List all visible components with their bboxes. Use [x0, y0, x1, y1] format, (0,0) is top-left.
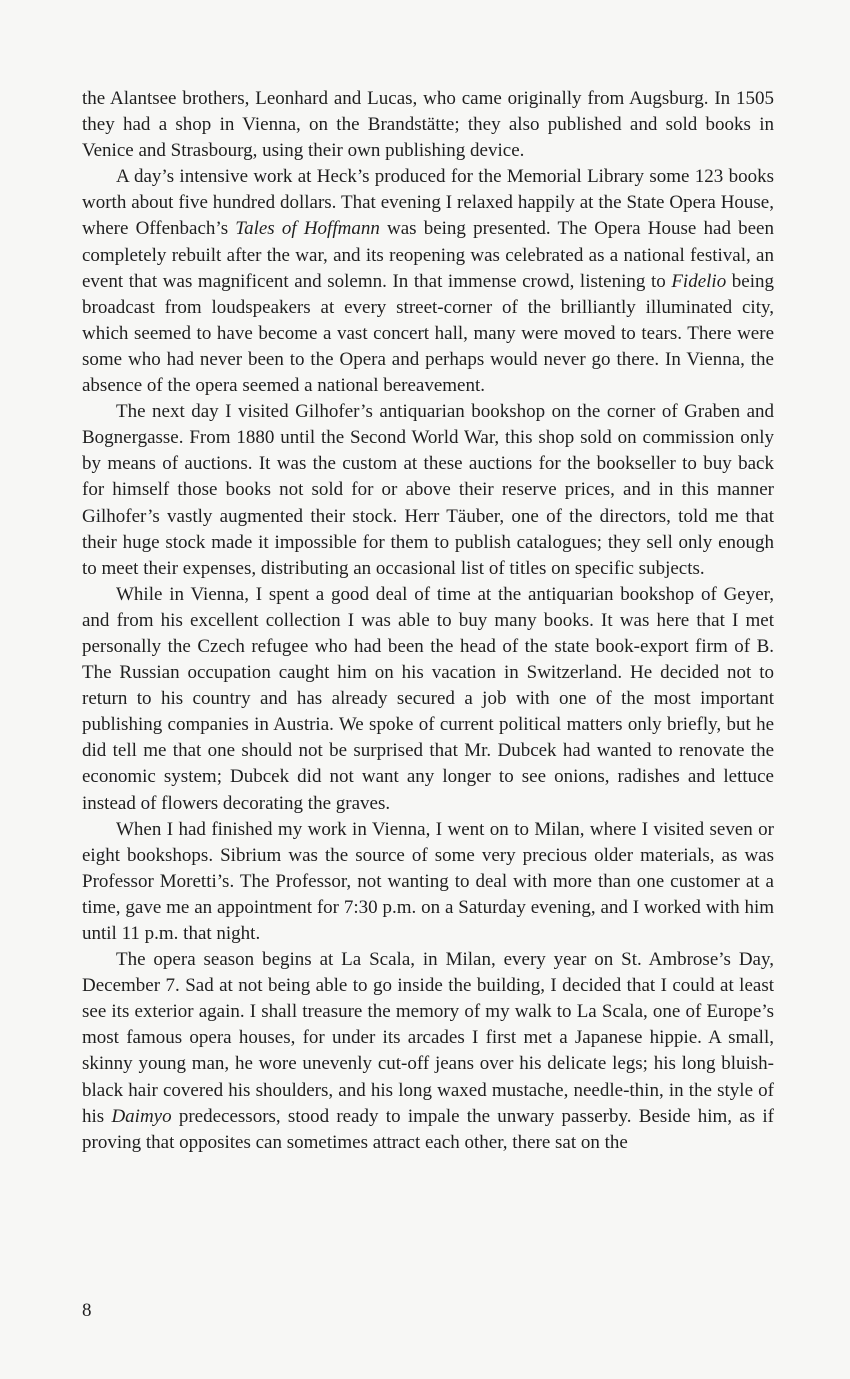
- paragraph-5: [82, 817, 774, 947]
- text-segment: The next day I visited Gilhofer’s antiquarian bookshop on the corner of Graben and Bognergasse. From 1880 until the Second World War, this shop sold on commission only by means of auctions. It was the custom at these auctions for the bookseller to buy back for himself those books not sold for or above their reserve prices, and in this manner Gilhofer’s vastly augmented their stock. Herr Täuber, one of the directors, told me that their huge stock made it impossible for them to publish catalogues; they sell only enough to meet their expenses, distributing an occasional list of titles on specific subjects.: [82, 401, 774, 579]
- text-segment: predecessors, stood ready to impale the unwary passerby. Beside him, as if proving that opposites can sometimes attract each other, there sat on the: [82, 1105, 774, 1153]
- paragraph-6: [82, 947, 774, 1156]
- paragraph-3: [82, 399, 774, 582]
- text-segment: The opera season begins at La Scala, in Milan, every year on St. Ambrose’s Day, December 7. Sad at not being able to go inside the building, I decided that I could at least see its exterior again. I shall treasure the memory of my walk to La Scala, one of Europe’s most famous opera houses, for under its arcades I first met a Japanese hippie. A small, skinny young man, he wore unevenly cut-off jeans over his delicate legs; his long bluish-black hair covered his shoulders, and his long waxed mustache, needle-thin, in the style of his: [82, 949, 774, 1127]
- italic-term: Daimyo: [111, 1105, 172, 1127]
- italic-title: Fidelio: [671, 270, 727, 292]
- paragraph-2: [82, 164, 774, 399]
- paragraph-4: [82, 582, 774, 817]
- text-segment: was being presented. The Opera House had been completely rebuilt after the war, and its reopening was celebrated as a national festival, an event that was magnificent and solemn. In that immense crowd, listening to: [82, 218, 774, 292]
- body-text: [82, 86, 774, 1156]
- paragraph-1: [82, 86, 774, 164]
- text-segment: the Alantsee brothers, Leonhard and Lucas, who came originally from Augsburg. In 1505 they had a shop in Vienna, on the Brandstätte; they also published and sold books in Venice and Strasbourg, using their own publishing device.: [82, 88, 774, 162]
- text-segment: While in Vienna, I spent a good deal of time at the antiquarian bookshop of Geyer, and from his excellent collection I was able to buy many books. It was here that I met personally the Czech refugee who had been the head of the state book-export firm of B. The Russian occupation caught him on his vacation in Switzerland. He decided not to return to his country and has already secured a job with one of the most important publishing companies in Austria. We spoke of current political matters only briefly, but he did tell me that one should not be surprised that Mr. Dubcek had wanted to renovate the economic system; Dubcek did not want any longer to see onions, radishes and lettuce instead of flowers decorating the graves.: [82, 583, 774, 814]
- page-number: 8: [82, 1300, 92, 1321]
- text-segment: being broadcast from loudspeakers at every street-corner of the brilliantly illuminated city, which seemed to have become a vast concert hall, many were moved to tears. There were some who had never been to the Opera and perhaps would never go there. In Vienna, the absence of the opera seemed a national bereavement.: [82, 270, 774, 397]
- text-segment: A day’s intensive work at Heck’s produced for the Memorial Library some 123 books worth about five hundred dollars. That evening I relaxed happily at the State Opera House, where Offenbach’s: [82, 166, 774, 240]
- italic-title: Tales of Hoffmann: [235, 218, 380, 240]
- text-segment: When I had finished my work in Vienna, I went on to Milan, where I visited seven or eight bookshops. Sibrium was the source of some very precious older materials, as was Professor Moretti’s. The Professor, not wanting to deal with more than one customer at a time, gave me an appointment for 7:30 p.m. on a Saturday evening, and I worked with him until 11 p.m. that night.: [82, 818, 774, 944]
